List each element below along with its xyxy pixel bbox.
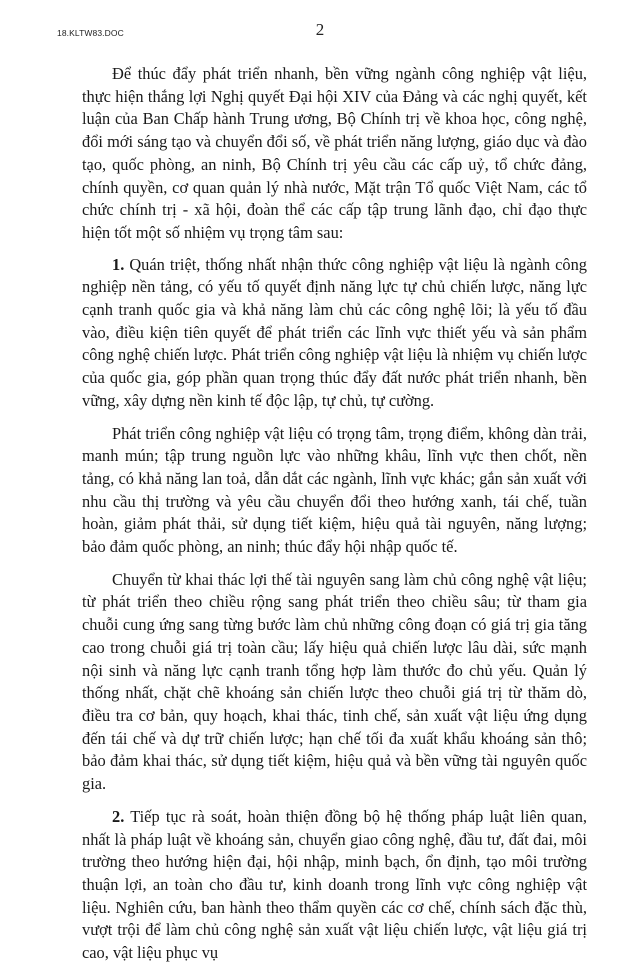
paragraph-text: Để thúc đẩy phát triển nhanh, bền vững ngành công nghiệp vật liệu, thực hiện thắng lợi Nghị quyết Đại hội XIV của Đảng và các nghị quyết, kết luận của Ban Chấp hành Trung ương, Bộ Chính trị về khoa học, công nghệ, đổi mới sáng tạo và chuyển đổi số, về phát triển năng lượng, giáo dục và đào tạo, quốc phòng, an ninh, Bộ Chính trị yêu cầu các cấp uỷ, tổ chức đảng, chính quyền, cơ quan quản lý nhà nước, Mặt trận Tổ quốc Việt Nam, các tổ chức chính trị - xã hội, đoàn thể các cấp tập trung lãnh đạo, chỉ đạo thực hiện tốt một số nhiệm vụ trọng tâm sau: (82, 64, 587, 242)
paragraph-text: Chuyển từ khai thác lợi thế tài nguyên sang làm chủ công nghệ vật liệu; từ phát triển theo chiều rộng sang phát triển theo chiều sâu; từ tham gia chuỗi cung ứng sang từng bước làm chủ những công đoạn có giá trị gia tăng cao trong chuỗi giá trị toàn cầu; lấy hiệu quả chiến lược lâu dài, sức mạnh nội sinh và năng lực cạnh tranh tổng hợp làm thước đo chủ yếu. Quản lý thống nhất, chặt chẽ khoáng sản chiến lược theo chuỗi giá trị từ thăm dò, điều tra cơ bản, quy hoạch, khai thác, tinh chế, sản xuất vật liệu ứng dụng đến tái chế và dự trữ chiến lược; hạn chế tối đa xuất khẩu khoáng sản thô; bảo đảm khai thác, sử dụng tiết kiệm, hiệu quả và bền vững tài nguyên quốc gia. (82, 569, 587, 794)
item-number: 2. (112, 806, 125, 826)
paragraph-development-focus (82, 423, 587, 559)
paragraph-text: Phát triển công nghiệp vật liệu có trọng tâm, trọng điểm, không dàn trải, manh mún; tập trung nguồn lực vào những khâu, lĩnh vực then chốt, nền tảng, có khả năng lan toả, dẫn dắt các ngành, lĩnh vực khác; gắn sản xuất với nhu cầu thị trường và yêu cầu chuyển đổi theo hướng xanh, tái chế, tuần hoàn, giảm phát thải, sử dụng tiết kiệm, hiệu quả tài nguyên, năng lượng; bảo đảm quốc phòng, an ninh; thúc đẩy hội nhập quốc tế. (82, 423, 587, 557)
paragraph-item-1 (82, 254, 587, 413)
paragraph-text: Quán triệt, thống nhất nhận thức công nghiệp vật liệu là ngành công nghiệp nền tảng, có yếu tố quyết định năng lực tự chủ chiến lược, năng lực cạnh tranh quốc gia và khả năng làm chủ các công nghệ lõi; là yếu tố đầu vào, điều kiện tiên quyết để phát triển các lĩnh vực thiết yếu và sản phẩm công nghệ chiến lược. Phát triển công nghiệp vật liệu là nhiệm vụ chiến lược của quốc gia, góp phần quan trọng thúc đẩy đất nước phát triển nhanh, bền vững, xây dựng nền kinh tế độc lập, tự chủ, tự cường. (82, 254, 587, 410)
item-number: 1. (112, 254, 125, 274)
paragraph-text: Tiếp tục rà soát, hoàn thiện đồng bộ hệ thống pháp luật liên quan, nhất là pháp luật về khoáng sản, chuyển giao công nghệ, đầu tư, đất đai, môi trường theo hướng hiện đại, hội nhập, minh bạch, ổn định, tạo môi trường thuận lợi, an toàn cho đầu tư, kinh doanh trong lĩnh vực công nghiệp vật liệu. Nghiên cứu, ban hành theo thẩm quyền các cơ chế, chính sách đặc thù, vượt trội để làm chủ công nghệ sản xuất vật liệu chiến lược, vật liệu giá trị cao, vật liệu phục vụ (82, 806, 587, 963)
paragraph-item-2 (82, 806, 587, 965)
document-body (82, 63, 587, 975)
page-number: 2 (315, 20, 325, 39)
paragraph-transition (82, 569, 587, 796)
file-code-label: 18.KLTW83.DOC (57, 28, 124, 38)
paragraph-intro (82, 63, 587, 245)
